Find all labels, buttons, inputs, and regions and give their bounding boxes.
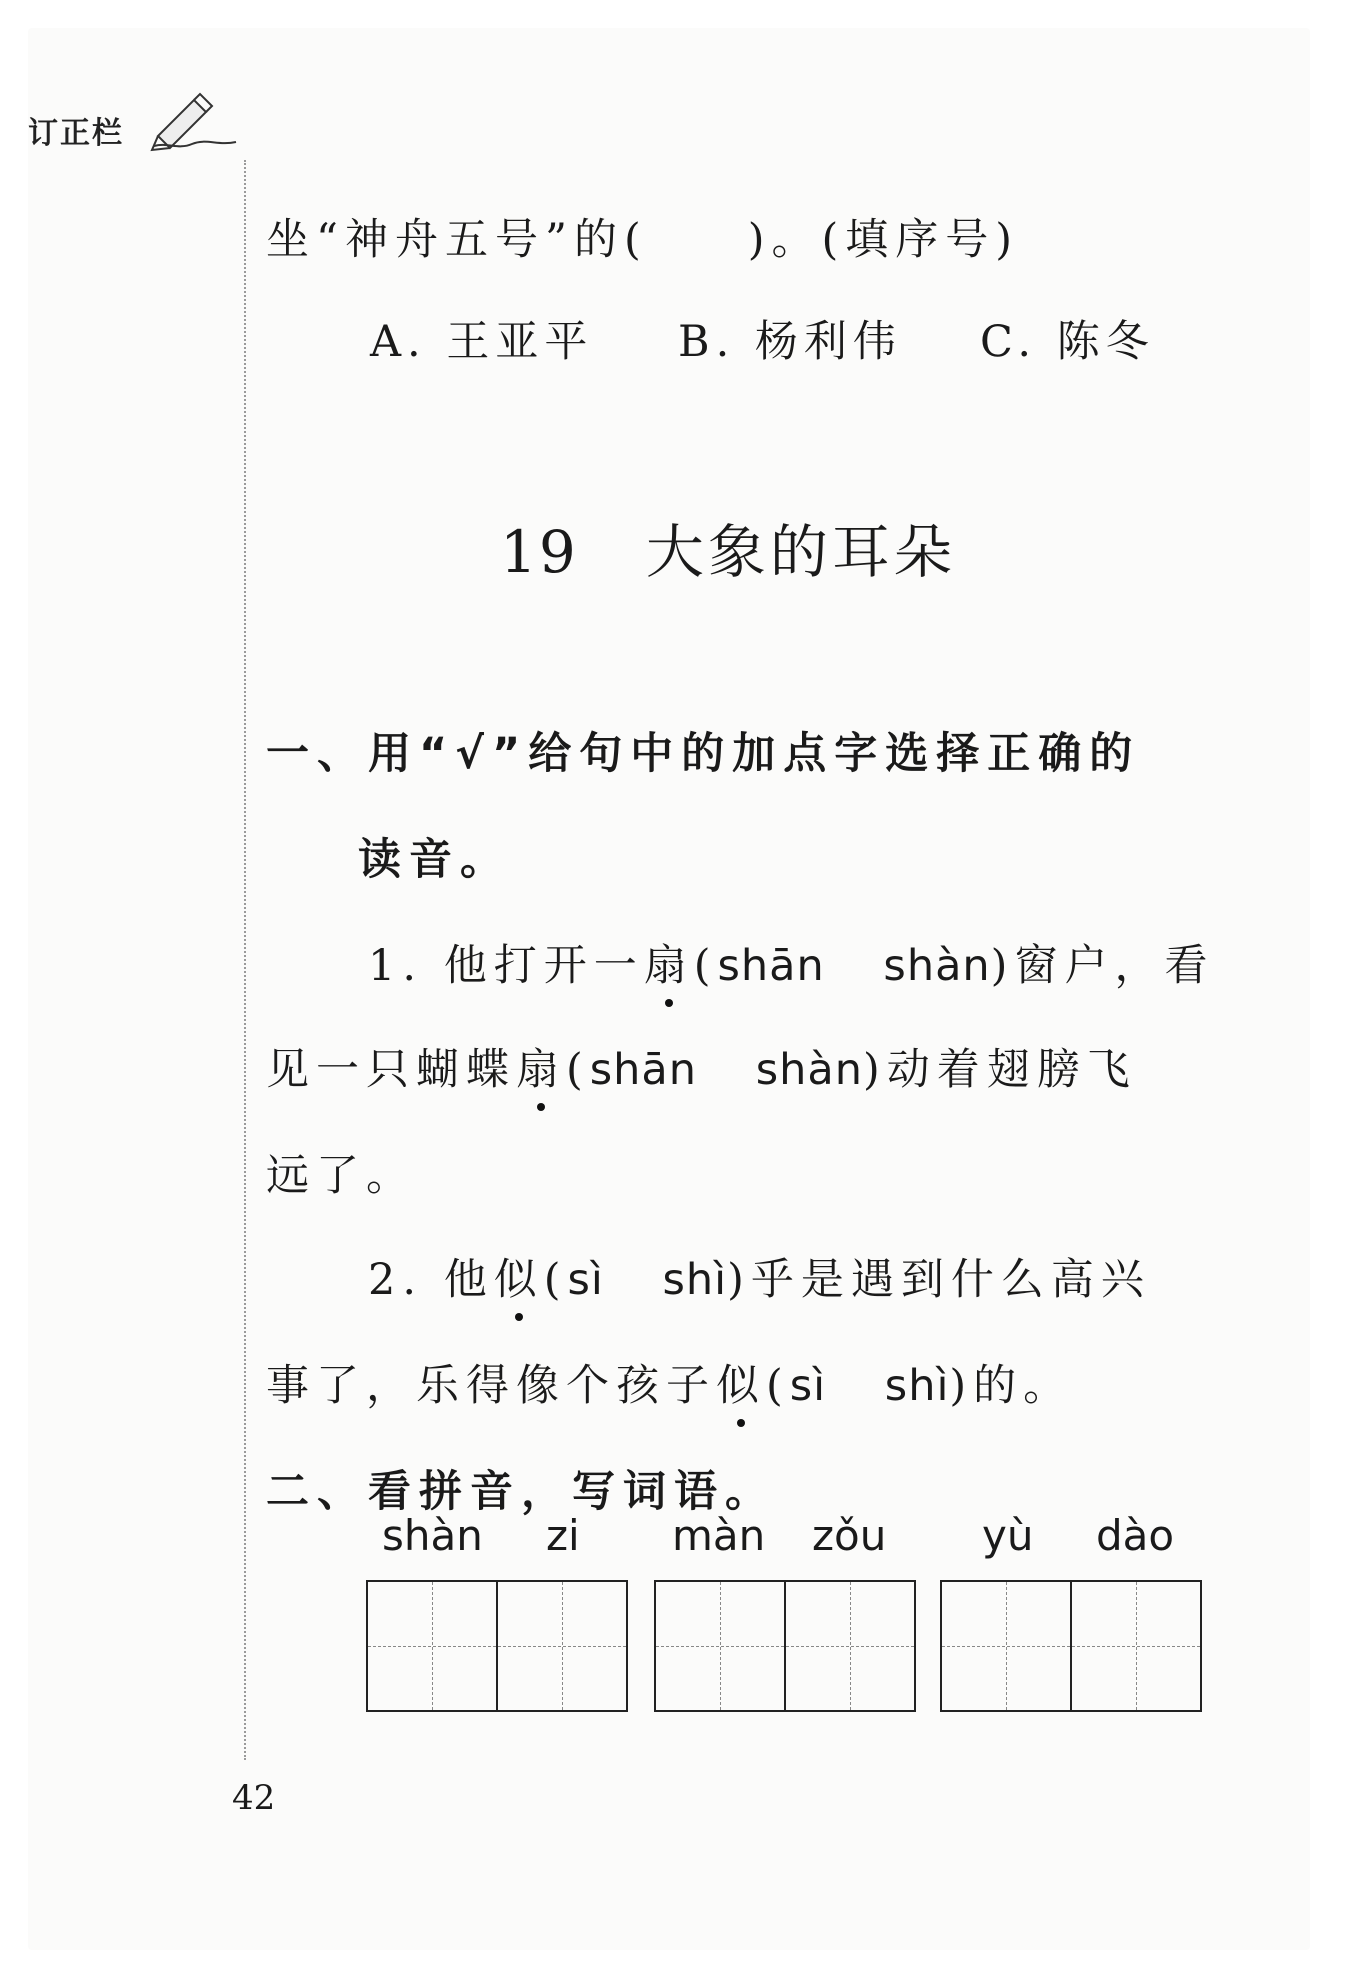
section1-heading-cont: 读音。 <box>358 835 511 885</box>
writing-grid-2 <box>654 1580 916 1712</box>
pinyin-options[interactable]: sì shì <box>789 1361 950 1411</box>
writing-cell[interactable] <box>654 1580 786 1712</box>
pinyin-shan: shàn <box>382 1511 483 1560</box>
pinyin-zi: zi <box>546 1511 580 1560</box>
pinyin-man: màn <box>672 1511 766 1560</box>
writing-cell[interactable] <box>498 1580 628 1712</box>
pinyin-options[interactable]: shān shàn <box>589 1045 863 1095</box>
choice-a: A. 王亚平 <box>370 317 594 367</box>
writing-cell[interactable] <box>1072 1580 1202 1712</box>
dotted-char: 扇 <box>516 1036 566 1097</box>
pinyin-zou: zǒu <box>812 1511 887 1560</box>
q2-line1: 2. 他似(sì shì)乎是遇到什么高兴 <box>368 1246 1151 1307</box>
page-number: 42 <box>232 1778 276 1818</box>
writing-cell[interactable] <box>366 1580 498 1712</box>
q2-line2: 事了，乐得像个孩子似(sì shì)的。 <box>266 1352 1073 1413</box>
q1-line3: 远了。 <box>266 1151 416 1201</box>
previous-question-line: 坐“神舟五号”的( )。(填序号) <box>266 215 1020 265</box>
pinyin-options[interactable]: shān shàn <box>717 941 991 991</box>
q1-line1: 1. 他打开一扇(shān shàn)窗户，看 <box>368 932 1214 993</box>
lesson-title <box>500 505 956 589</box>
choice-c: C. 陈冬 <box>980 317 1155 367</box>
dotted-char: 似 <box>716 1352 766 1413</box>
pinyin-yu: yù <box>982 1511 1034 1560</box>
margin-divider <box>244 160 246 1760</box>
writing-cell[interactable] <box>786 1580 916 1712</box>
pinyin-options[interactable]: sì shì <box>567 1255 728 1305</box>
section2-heading: 二、看拼音，写词语。 <box>266 1467 776 1517</box>
pencil-icon <box>148 92 238 152</box>
q1-line2: 见一只蝴蝶扇(shān shàn)动着翅膀飞 <box>266 1036 1137 1097</box>
dotted-char: 似 <box>494 1246 544 1307</box>
writing-cell[interactable] <box>940 1580 1072 1712</box>
writing-grid-3 <box>940 1580 1202 1712</box>
lesson-number: 19 <box>500 518 578 586</box>
lesson-name: 大象的耳朵 <box>645 518 956 586</box>
choice-b: B. 杨利伟 <box>678 317 902 367</box>
writing-grid-1 <box>366 1580 628 1712</box>
section1-heading: 一、用“√”给句中的加点字选择正确的 <box>266 729 1141 779</box>
correction-column-label: 订正栏 <box>28 116 124 151</box>
pinyin-dao: dào <box>1096 1511 1175 1560</box>
dotted-char: 扇 <box>644 932 694 993</box>
